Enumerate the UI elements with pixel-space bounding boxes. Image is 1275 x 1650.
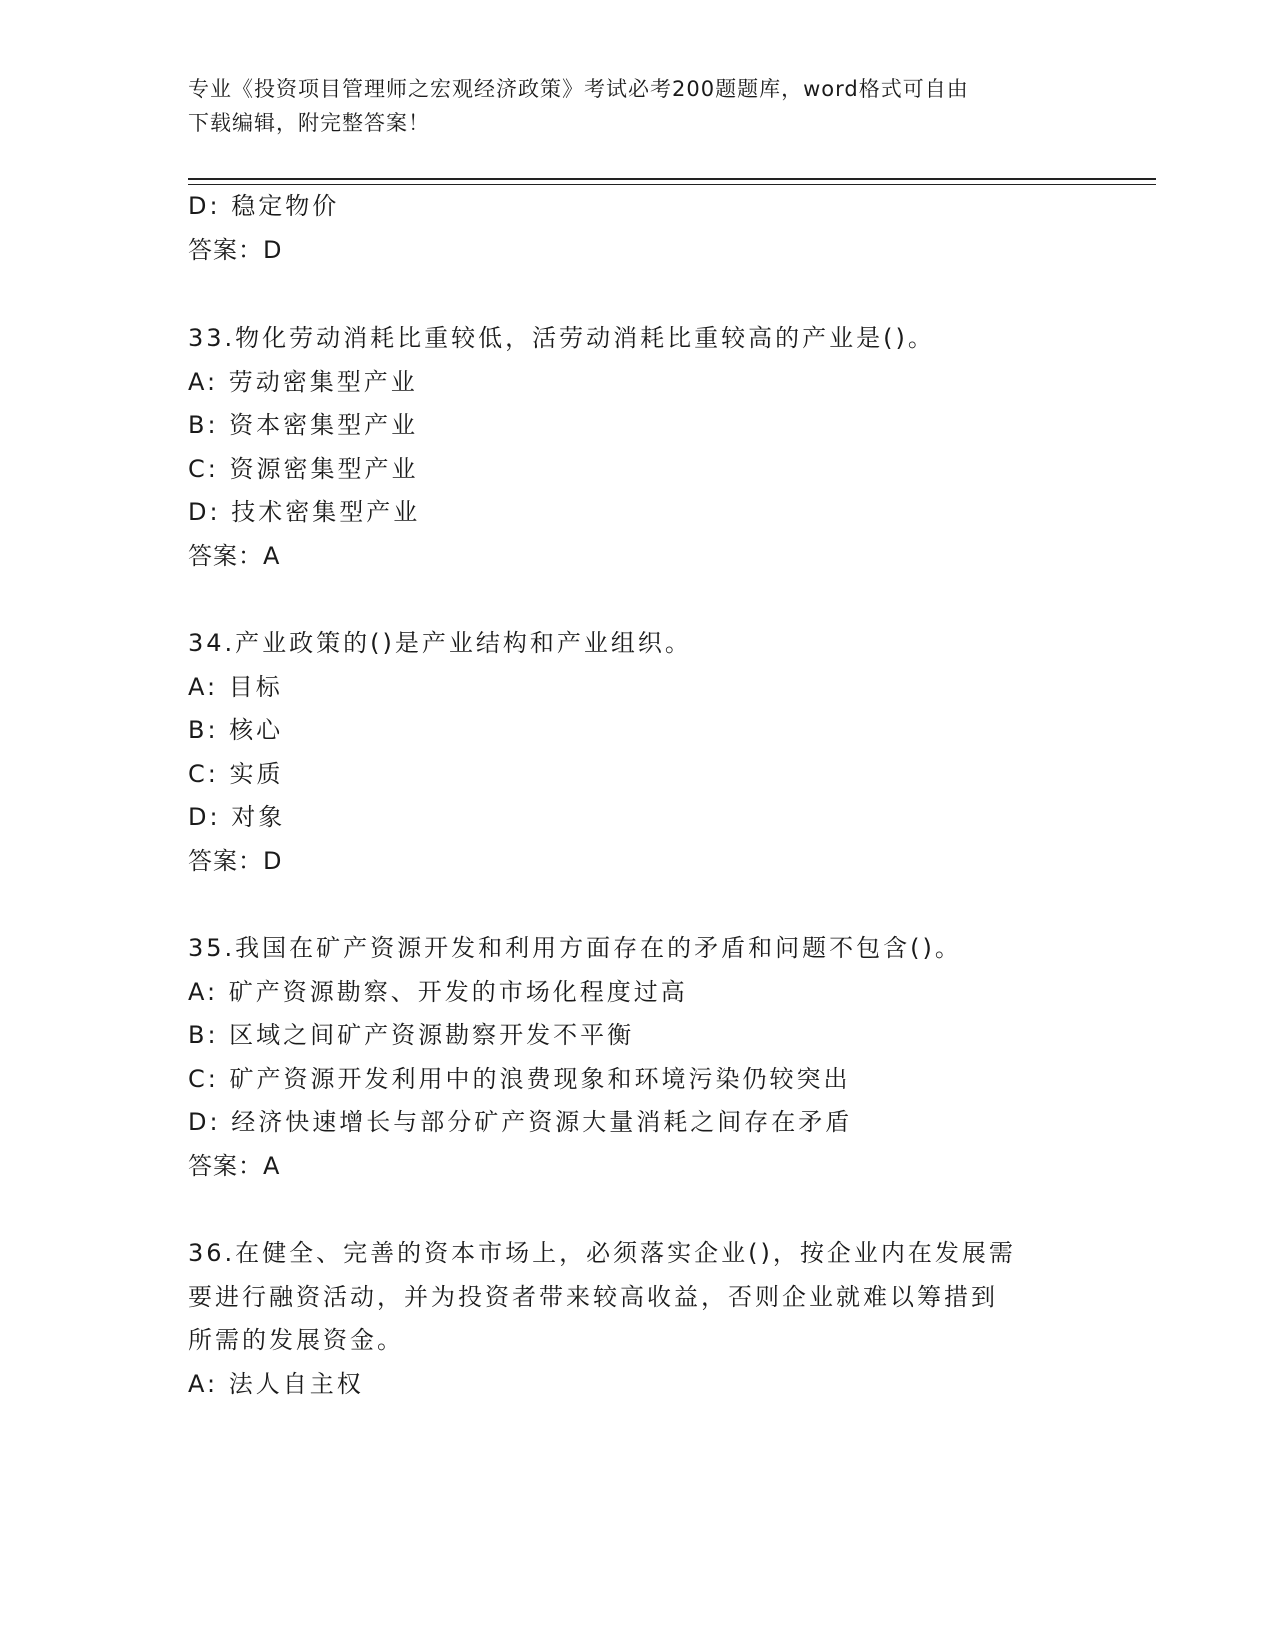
- q35-option-c: C: 矿产资源开发利用中的浪费现象和环境污染仍较突出: [188, 1065, 851, 1093]
- q36-stem-line-2: 要进行融资活动，并为投资者带来较高收益，否则企业就难以筹措到: [188, 1283, 998, 1311]
- q35-option-b: B: 区域之间矿产资源勘察开发不平衡: [188, 1021, 635, 1049]
- q33-option-d: D: 技术密集型产业: [188, 498, 421, 526]
- q36-stem-line-3: 所需的发展资金。: [188, 1326, 404, 1354]
- header-line-1: 专业《投资项目管理师之宏观经济政策》考试必考200题题库，word格式可自由: [188, 77, 969, 101]
- q33-answer: 答案：A: [188, 542, 281, 570]
- q35-option-a: A: 矿产资源勘察、开发的市场化程度过高: [188, 978, 688, 1006]
- prev-answer: 答案：D: [188, 236, 283, 264]
- q33-option-c: C: 资源密集型产业: [188, 455, 419, 483]
- q33-option-b: B: 资本密集型产业: [188, 411, 419, 439]
- header-rule-thick: [188, 178, 1156, 180]
- q34-option-c: C: 实质: [188, 760, 284, 788]
- header-rule-thin: [188, 184, 1156, 185]
- q35-stem: 35.我国在矿产资源开发和利用方面存在的矛盾和问题不包含()。: [188, 934, 962, 962]
- q34-option-d: D: 对象: [188, 803, 286, 831]
- q33-stem: 33.物化劳动消耗比重较低，活劳动消耗比重较高的产业是()。: [188, 324, 935, 352]
- q33-option-a: A: 劳动密集型产业: [188, 368, 418, 396]
- document-header: [188, 72, 1088, 140]
- q34-stem: 34.产业政策的()是产业结构和产业组织。: [188, 629, 692, 657]
- q35-option-d: D: 经济快速增长与部分矿产资源大量消耗之间存在矛盾: [188, 1108, 853, 1136]
- q36-stem-line-1: 36.在健全、完善的资本市场上，必须落实企业()，按企业内在发展需: [188, 1239, 1016, 1267]
- header-line-2: 下载编辑，附完整答案！: [188, 111, 430, 135]
- q35-answer: 答案：A: [188, 1152, 281, 1180]
- q34-option-a: A: 目标: [188, 673, 283, 701]
- q36-option-a: A: 法人自主权: [188, 1370, 364, 1398]
- q34-option-b: B: 核心: [188, 716, 284, 744]
- q34-answer: 答案：D: [188, 847, 283, 875]
- prev-option-d: D: 稳定物价: [188, 192, 340, 220]
